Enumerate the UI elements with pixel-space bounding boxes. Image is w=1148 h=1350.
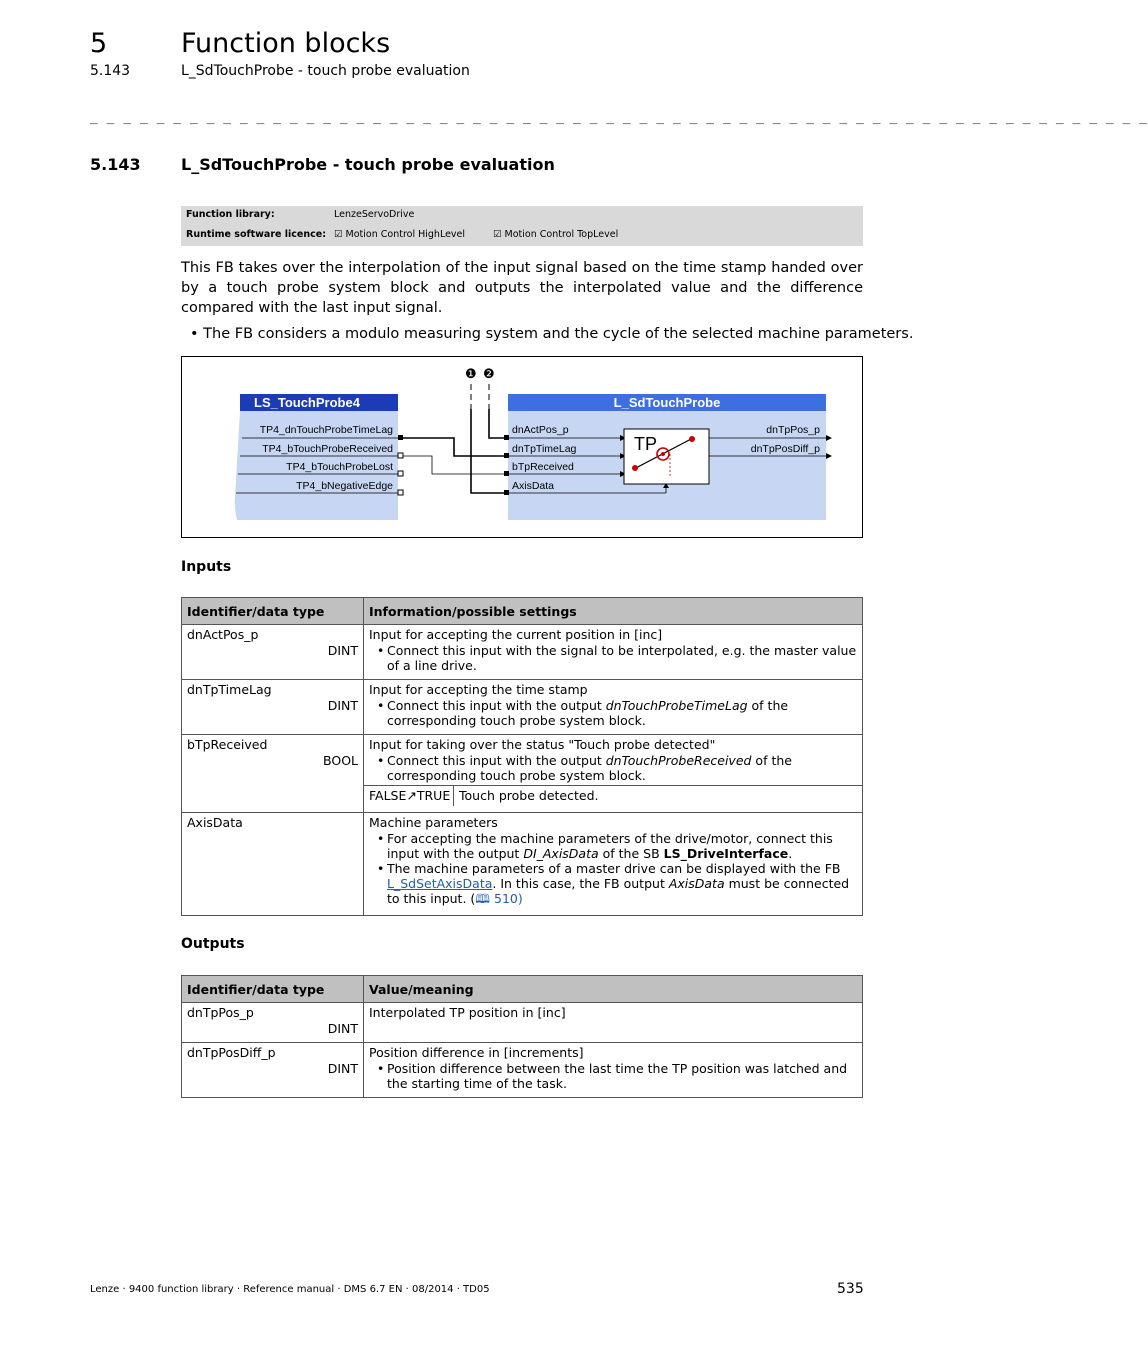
bullet-text: For accepting the machine parameters of the drive/motor, connect this input with the output: [387, 831, 833, 861]
bullet-text: Connect this input with the output: [387, 753, 606, 768]
footer-text: Lenze · 9400 function library · Reference manual · DMS 6.7 EN · 08/2014 · TD05: [90, 1284, 490, 1295]
output-id-cell: [182, 1043, 364, 1098]
input-type: BOOL: [323, 753, 358, 768]
output-id-cell: [182, 1003, 364, 1043]
input-id: dnTpTimeLag: [187, 682, 272, 697]
state-value: FALSE↗TRUE: [364, 786, 454, 806]
fb-input-2: bTpReceived: [512, 461, 574, 473]
library-value: LenzeServoDrive: [334, 209, 415, 220]
table-row: [182, 735, 863, 813]
licence-label: Runtime software licence:: [186, 229, 326, 240]
chapter-number: 5: [90, 28, 108, 59]
input-type: DINT: [327, 698, 358, 713]
source-output-2: TP4_bTouchProbeLost: [286, 461, 393, 473]
fb-output-arrow-0: [826, 435, 832, 441]
output-id: dnTpPos_p: [187, 1005, 254, 1020]
block-diagram: [181, 356, 863, 538]
source-output-1: TP4_bTouchProbeReceived: [262, 443, 393, 455]
input-bullet: [369, 753, 857, 783]
inputs-table: [181, 597, 863, 916]
header-section-title: L_SdTouchProbe - touch probe evaluation: [181, 63, 470, 79]
fb-input-3: AxisData: [512, 480, 555, 492]
input-info: Input for accepting the time stamp: [369, 682, 588, 697]
tp-symbol-label: TP: [634, 434, 658, 454]
inputs-header-row: [182, 598, 863, 625]
input-type: DINT: [327, 643, 358, 658]
input-id-cell: [182, 813, 364, 916]
input-bullet: [369, 698, 857, 728]
marker-2: ❷: [483, 366, 495, 381]
outputs-heading: Outputs: [181, 936, 245, 952]
state-meaning: Touch probe detected.: [459, 788, 599, 803]
input-info: Input for taking over the status "Touch probe detected": [369, 737, 716, 752]
tp-symbol-probe-dot: [661, 452, 665, 456]
output-type: DINT: [327, 1061, 358, 1076]
source-pin-2: [398, 471, 403, 476]
output-info-cell: [364, 1003, 863, 1043]
input-id: dnActPos_p: [187, 627, 259, 642]
table-row: [182, 680, 863, 735]
input-id-cell: [182, 680, 364, 735]
fb-block-title: L_SdTouchProbe: [613, 395, 721, 410]
licence-highlevel: ☑ Motion Control HighLevel: [334, 229, 466, 240]
bullet-text: must be connected to this input. (: [387, 876, 850, 906]
bullet-text: Connect this input with the output: [387, 698, 606, 713]
bullet-text: . In this case, the FB output: [492, 876, 669, 891]
input-info: Machine parameters: [369, 815, 498, 830]
bullet-text: .: [788, 846, 793, 861]
input-info-cell: [364, 735, 863, 813]
bullet-emphasis: DI_AxisData: [523, 846, 599, 861]
inputs-col-info: Information/possible settings: [364, 598, 863, 625]
state-subtable: [364, 785, 862, 806]
input-info-cell: [364, 680, 863, 735]
fb-pin-3: [504, 490, 509, 495]
intro-bullet: • The FB considers a modulo measuring system and the cycle of the selected machine parameters.: [190, 326, 914, 342]
output-info-cell: [364, 1043, 863, 1098]
fb-output-arrow-1: [826, 453, 832, 459]
outputs-col-info: Value/meaning: [364, 976, 863, 1003]
input-id-cell: [182, 735, 364, 813]
chapter-title: Function blocks: [181, 28, 391, 59]
page-reference-link[interactable]: 🕮 510): [475, 891, 523, 906]
source-pin-3: [398, 490, 403, 495]
table-row: [182, 625, 863, 680]
marker-1: ❶: [465, 366, 477, 381]
header-separator: _ _ _ _ _ _ _ _ _ _ _ _ _ _ _ _ _ _ _ _ _ _ _ _ _ _ _ _ _ _ _ _ _ _ _ _ _ _ _ _ _ _ _ _ _ _ _ _ _ _ _ _ _ _ _ _ _ _ _ _ _ _ _ _: [90, 110, 1148, 125]
bullet-text: of the SB: [598, 846, 664, 861]
bullet-emphasis: dnTouchProbeReceived: [605, 753, 752, 768]
bullet-emphasis: dnTouchProbeTimeLag: [605, 698, 748, 713]
section-number: 5.143: [90, 155, 141, 174]
tp-symbol-point-end: [689, 436, 695, 442]
table-row: [182, 813, 863, 916]
source-block-title: LS_TouchProbe4: [254, 395, 360, 410]
output-id: dnTpPosDiff_p: [187, 1045, 276, 1060]
wire-timelag: [403, 438, 504, 456]
library-label: Function library:: [186, 209, 275, 220]
wire-received: [403, 456, 504, 474]
outputs-table: [181, 975, 863, 1098]
bullet-strong: LS_DriveInterface: [663, 846, 789, 861]
outputs-col-id: Identifier/data type: [182, 976, 364, 1003]
wire-marker-2: [489, 409, 504, 438]
output-info: Interpolated TP position in [inc]: [369, 1005, 566, 1020]
input-id: bTpReceived: [187, 737, 268, 752]
tp-symbol-point-start: [632, 465, 638, 471]
licence-toplevel: ☑ Motion Control TopLevel: [493, 229, 619, 240]
inputs-heading: Inputs: [181, 559, 232, 575]
source-output-0: TP4_dnTouchProbeTimeLag: [259, 424, 393, 436]
input-id: AxisData: [187, 815, 243, 830]
input-bullet: • Connect this input with the signal to be interpolated, e.g. the master value of a line drive.: [369, 643, 857, 673]
fb-pin-2: [504, 471, 509, 476]
output-type: DINT: [327, 1021, 358, 1036]
header-section-number: 5.143: [90, 63, 131, 79]
input-bullet: [369, 831, 857, 861]
input-info: Input for accepting the current position in [inc]: [369, 627, 663, 642]
output-info: Position difference in [increments]: [369, 1045, 584, 1060]
fb-output-1: dnTpPosDiff_p: [750, 443, 820, 455]
input-info-cell: [364, 813, 863, 916]
fb-pin-0: [504, 435, 509, 440]
bullet-text: The machine parameters of a master drive can be displayed with the FB: [387, 861, 841, 876]
fb-input-0: dnActPos_p: [512, 424, 569, 436]
source-output-3: TP4_bNegativeEdge: [296, 480, 393, 492]
section-title: L_SdTouchProbe - touch probe evaluation: [181, 155, 555, 174]
bullet-emphasis: AxisData: [668, 876, 725, 891]
diagram-svg: [182, 357, 862, 537]
source-pin-0: [398, 435, 403, 440]
fb-output-0: dnTpPos_p: [766, 424, 820, 436]
link-sdsetaxisdata[interactable]: L_SdSetAxisData: [387, 876, 493, 891]
table-row: [182, 1043, 863, 1098]
source-pin-1: [398, 453, 403, 458]
wire-marker-1: [471, 409, 504, 493]
output-bullet: • Position difference between the last time the TP position was latched and the starting time of the task.: [369, 1061, 857, 1091]
outputs-header-row: [182, 976, 863, 1003]
inputs-col-id: Identifier/data type: [182, 598, 364, 625]
page-number: 535: [837, 1281, 864, 1297]
bullet-text: of the corresponding touch probe system block.: [387, 698, 789, 728]
table-row: [182, 1003, 863, 1043]
intro-paragraph: This FB takes over the interpolation of the input signal based on the time stamp handed over by a touch probe system block and outputs the interpolated value and the difference compared with the last input signal.: [181, 260, 863, 316]
bullet-text: of the corresponding touch probe system block.: [387, 753, 792, 783]
library-info-box: [181, 206, 863, 246]
fb-input-1: dnTpTimeLag: [512, 443, 577, 455]
fb-pin-1: [504, 453, 509, 458]
input-info-cell: [364, 625, 863, 680]
intro-bullet-text: The FB considers a modulo measuring system and the cycle of the selected machine parameters.: [203, 326, 914, 342]
input-id-cell: [182, 625, 364, 680]
input-bullet: [369, 861, 857, 906]
